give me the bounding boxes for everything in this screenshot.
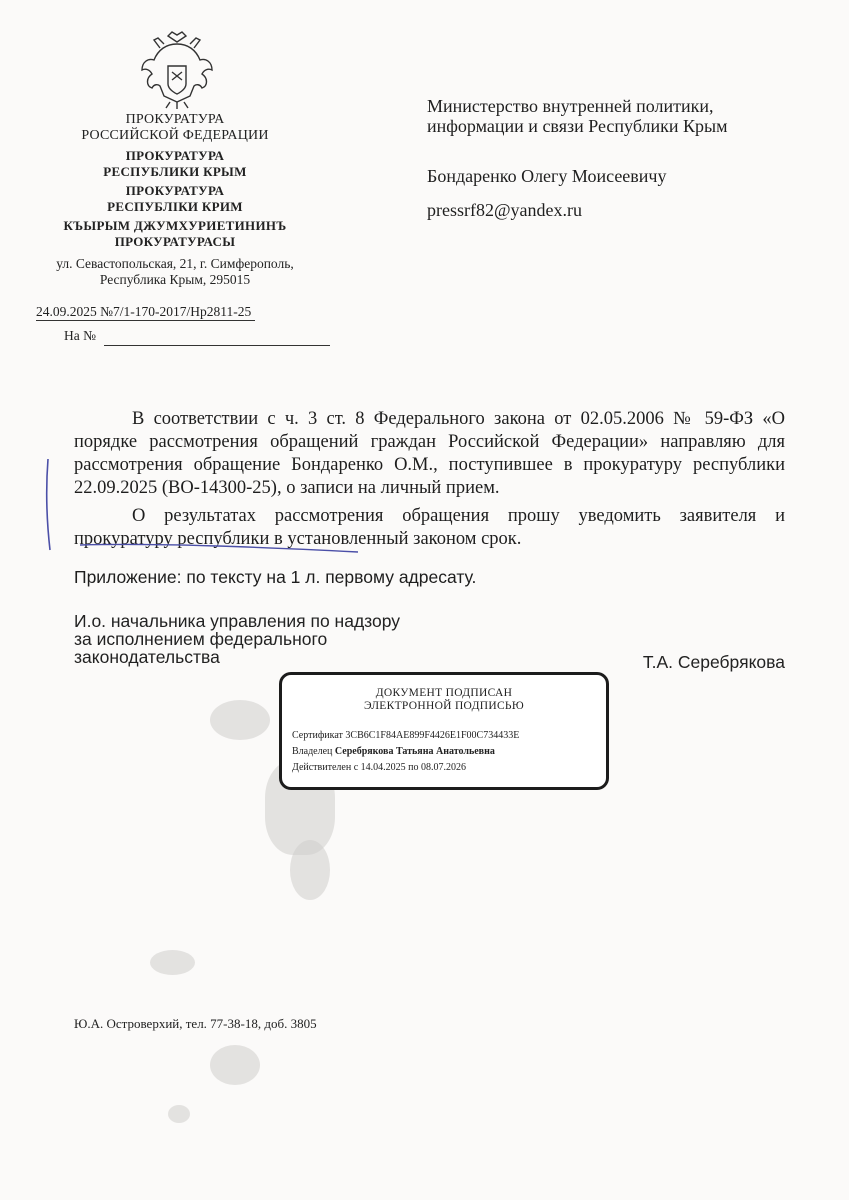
scan-blot [290,840,330,900]
sender-ru-line2: РЕСПУБЛИКИ КРЫМ [103,164,247,179]
stamp-certificate-value: 3CB6C1F84AE899F4426E1F00C734433E [345,730,520,741]
sender-crh-line2: ПРОКУРАТУРАСЫ [114,234,236,249]
reference-number-label: На № [64,328,96,343]
sender-org-line1: ПРОКУРАТУРА [125,112,225,127]
recipient-person: Бондаренко Олегу Моисеевичу [427,166,667,186]
scan-blot [210,700,270,740]
reference-number-blank [104,345,330,346]
stamp-validity-label: Действителен [292,762,352,773]
sender-ua-line2: РЕСПУБЛІКИ КРИМ [107,199,243,214]
registration-number: 24.09.2025 №7/1-170-2017/Нр2811-25 [36,304,255,321]
recipient-org-line2: информации и связи Республики Крым [427,116,728,136]
stamp-title-line2: ЭЛЕКТРОННОЙ ПОДПИСЬЮ [364,700,524,712]
signer-position-line3: законодательства [74,647,220,667]
stamp-certificate-label: Сертификат [292,730,343,741]
sender-address-line2: Республика Крым, 295015 [99,272,251,287]
stamp-owner-row [292,746,495,758]
signer-position-line2: за исполнением федерального [74,629,328,649]
stamp-validity-row [292,762,466,774]
recipient-email: pressrf82@yandex.ru [427,200,583,220]
stamp-owner-value: Серебрякова Татьяна Анатольевна [334,746,495,757]
attachment-line: Приложение: по тексту на 1 л. первому адресату. [74,567,477,587]
coat-of-arms-emblem [138,30,216,110]
scan-blot [210,1045,260,1085]
signer-name: Т.А. Серебрякова [642,652,785,672]
recipient-org-line1: Министерство внутренней политики, [427,96,714,116]
sender-header [20,112,330,288]
scan-blot [150,950,195,975]
body-paragraph-2: О результатах рассмотрения обращения прошу уведомить заявителя и прокуратуру республики в установленный законом срок. [74,506,785,549]
executor-contact: Ю.А. Островерхий, тел. 77-38-18, доб. 3805 [74,1016,317,1031]
sender-crh-line1: КЪЫРЫМ ДЖУМХУРИЕТИНИНЪ [63,218,287,233]
body-paragraph-1: В соответствии с ч. 3 ст. 8 Федерального закона от 02.05.2006 № 59-ФЗ «О порядке рассмотрения обращений граждан Российской Федерации» направляю для рассмотрения обращение Бондаренко О.М., поступившее в прокуратуру республики 22.09.2025 (ВО-14300-25), о записи на личный прием. [74,409,785,498]
signer-position [74,612,434,666]
electronic-signature-stamp [279,672,609,790]
pen-margin-mark [40,455,370,560]
stamp-owner-label: Владелец [292,746,333,757]
sender-ua-line1: ПРОКУРАТУРА [125,183,225,198]
sender-org-line2: РОССИЙСКОЙ ФЕДЕРАЦИИ [81,128,269,143]
stamp-certificate-row [292,730,519,742]
stamp-validity-value: с 14.04.2025 по 08.07.2026 [353,762,467,773]
stamp-title-line1: ДОКУМЕНТ ПОДПИСАН [375,687,513,699]
stamp-title [282,687,606,713]
signer-position-line1: И.о. начальника управления по надзору [74,611,400,631]
sender-address-line1: ул. Севастопольская, 21, г. Симферополь, [56,256,294,271]
scan-blot [168,1105,190,1123]
sender-ru-line1: ПРОКУРАТУРА [125,148,225,163]
